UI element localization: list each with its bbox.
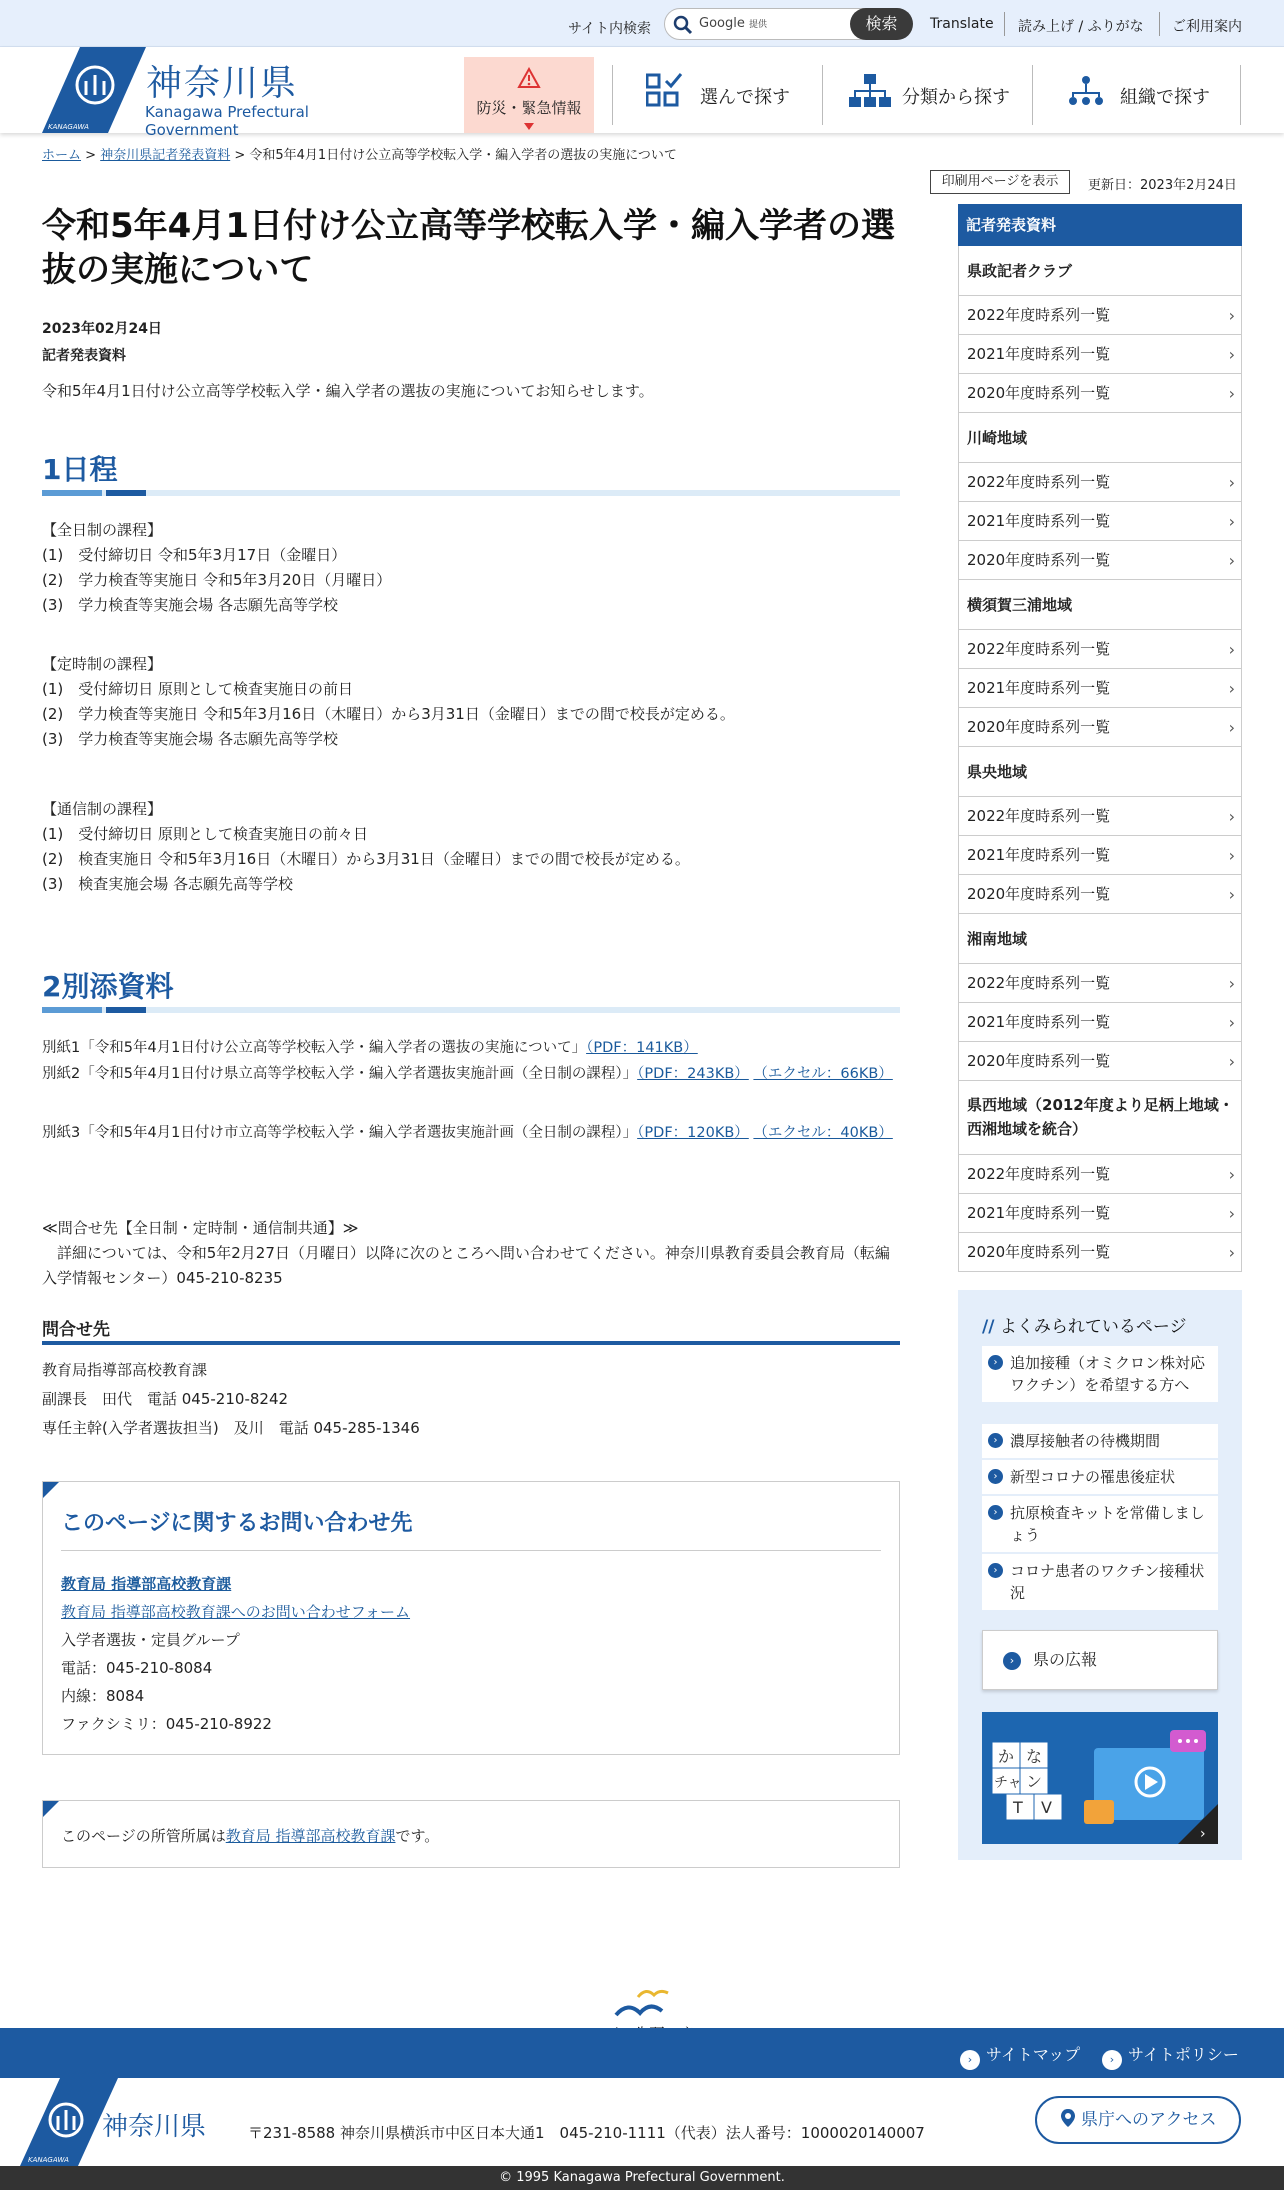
inquiry-heading: 問合せ先: [42, 1320, 110, 1340]
prefecture-pr-link[interactable]: › 県の広報: [982, 1630, 1218, 1690]
read-aloud-link[interactable]: 読み上げ / ふりがな: [1018, 19, 1144, 35]
sidebar-heading: 記者発表資料: [958, 204, 1242, 246]
attachment-1-text: 別紙1「令和5年4月1日付け公立高等学校転入学・編入学者の選抜の実施について」: [42, 1040, 587, 1056]
heading-underline: [42, 490, 900, 496]
divider: [61, 1550, 881, 1551]
sidebar-group-heading: 県西地域（2012年度より足柄上地域・西湘地域を統合）: [958, 1081, 1242, 1155]
footer-logo-text: 神奈川県: [102, 2112, 207, 2142]
corner-mark: [43, 1482, 59, 1498]
schedule-line: (1) 受付締切日 原則として検査実施日の前々日: [42, 825, 369, 843]
breadcrumb-home[interactable]: ホーム: [42, 148, 82, 163]
sidebar-item[interactable]: 2022年度時系列一覧 ›: [958, 964, 1242, 1003]
checklist-icon: [646, 73, 690, 109]
sidebar-group-heading: 湘南地域: [958, 914, 1242, 964]
caret-down-icon: [524, 123, 534, 131]
schedule-parttime: [42, 652, 902, 752]
sidebar-item[interactable]: 2020年度時系列一覧 ›: [958, 875, 1242, 914]
inquiry-line: 教育局指導部高校教育課: [42, 1361, 208, 1379]
breadcrumb-press[interactable]: 神奈川県記者発表資料: [100, 148, 231, 163]
schedule-line: (2) 学力検査等実施日 令和5年3月20日（月曜日）: [42, 571, 392, 589]
inquiry-details: [42, 1356, 902, 1443]
schedule-line: (2) 検査実施日 令和5年3月16日（木曜日）から3月31日（金曜日）までの間で校長が定める。: [42, 850, 690, 868]
contact-form-link[interactable]: 教育局 指導部高校教育課へのお問い合わせフォーム: [61, 1603, 411, 1621]
sidebar-item[interactable]: 2020年度時系列一覧 ›: [958, 1042, 1242, 1081]
map-pin-icon: [1060, 2108, 1076, 2128]
owner-box: [42, 1800, 900, 1868]
chevron-right-icon: ›: [988, 1355, 1003, 1370]
chevron-right-icon: ›: [1228, 974, 1235, 993]
attachment-2-text: 別紙2「令和5年4月1日付け県立高等学校転入学・編入学者選抜実施計画（全日制の課程）」: [42, 1066, 638, 1082]
logo-small-text: KANAGAWA: [48, 123, 89, 131]
contact-dept-link[interactable]: 教育局 指導部高校教育課: [61, 1575, 232, 1593]
schedule-line: (1) 受付締切日 原則として検査実施日の前日: [42, 680, 354, 698]
footer-logo-small-text: KANAGAWA: [28, 2156, 69, 2164]
guide-link[interactable]: ご利用案内: [1172, 19, 1242, 35]
hierarchy-icon: [848, 73, 892, 109]
contact-line: 電話：045-210-8084: [61, 1659, 213, 1677]
sitemap-link[interactable]: › サイトマップ: [960, 2042, 1080, 2070]
chevron-right-icon: ›: [1228, 551, 1235, 570]
slash-icon: //: [982, 1317, 995, 1337]
chevron-right-icon: ›: [1228, 1013, 1235, 1032]
attachment-3: [42, 1121, 902, 1146]
chevron-right-icon: ›: [1228, 679, 1235, 698]
print-button[interactable]: 印刷用ページを表示: [930, 170, 1070, 194]
attachment-1: [42, 1036, 902, 1061]
sidebar-item[interactable]: 2021年度時系列一覧 ›: [958, 335, 1242, 374]
schedule-correspondence: [42, 797, 902, 897]
chevron-right-icon: ›: [1228, 885, 1235, 904]
site-header: [0, 47, 1284, 139]
schedule-line: (3) 学力検査等実施会場 各志願先高等学校: [42, 730, 339, 748]
schedule-line: (1) 受付締切日 令和5年3月17日（金曜日）: [42, 546, 347, 564]
sidebar-item[interactable]: 2020年度時系列一覧 ›: [958, 374, 1242, 413]
attachment-3-excel-link[interactable]: （エクセル：40KB）: [753, 1125, 893, 1141]
sidebar-group-heading: 川崎地域: [958, 413, 1242, 463]
google-label: Google: [699, 16, 745, 31]
contact-line: ファクシミリ：045-210-8922: [61, 1715, 272, 1733]
divider: [612, 65, 613, 125]
popular-item[interactable]: › コロナ患者のワクチン接種状況: [982, 1554, 1218, 1610]
divider: [1032, 65, 1033, 125]
google-provided-label: 提供: [748, 20, 767, 30]
contact-lines: [61, 1570, 410, 1738]
sidebar-item[interactable]: 2020年度時系列一覧 ›: [958, 1233, 1242, 1272]
svg-text:な: な: [1026, 1747, 1043, 1766]
chevron-right-icon: ›: [988, 1563, 1003, 1578]
seagull-icon: [612, 1985, 672, 2019]
chevron-right-icon: ›: [1228, 1165, 1235, 1184]
divider: [1004, 12, 1005, 36]
attachment-3-pdf-link[interactable]: （PDF：120KB）: [637, 1125, 749, 1141]
divider: [822, 65, 823, 125]
attachment-2-pdf-link[interactable]: （PDF：243KB）: [637, 1066, 749, 1082]
breadcrumb-separator: >: [230, 148, 250, 163]
logo-english: Kanagawa Prefectural Government: [145, 103, 309, 139]
kanachan-tv-logo-icon: [982, 1712, 1218, 1844]
search-button[interactable]: 検索: [850, 8, 913, 40]
sidebar-item[interactable]: 2021年度時系列一覧 ›: [958, 1003, 1242, 1042]
attachment-2-excel-link[interactable]: （エクセル：66KB）: [753, 1066, 893, 1082]
svg-text:ン: ン: [1026, 1772, 1043, 1791]
translate-link[interactable]: Translate: [930, 16, 994, 32]
logo-text: 神奈川県: [146, 63, 299, 104]
inquiry-line: 専任主幹(入学者選抜担当) 及川 電話 045-285-1346: [42, 1419, 420, 1437]
access-button[interactable]: 県庁へのアクセス: [1035, 2096, 1241, 2144]
inquiry-underline: [42, 1341, 900, 1345]
schedule-line: (2) 学力検査等実施日 令和5年3月16日（木曜日）から3月31日（金曜日）までの間で校長が定める。: [42, 705, 735, 723]
nav-choose[interactable]: [640, 47, 820, 133]
disaster-label: 防災・緊急情報: [476, 99, 582, 117]
course-heading: 【通信制の課程】: [42, 800, 163, 818]
owner-pre: このページの所管所属は: [61, 1827, 226, 1845]
footer-logo[interactable]: [20, 2078, 220, 2166]
copyright: © 1995 Kanagawa Prefectural Government.: [0, 2166, 1284, 2190]
chevron-right-icon: ›: [1228, 473, 1235, 492]
breadcrumb-current: 令和5年4月1日付け公立高等学校転入学・編入学者の選抜の実施について: [249, 148, 677, 163]
breadcrumb: [42, 144, 677, 163]
contact-note: [42, 1216, 902, 1291]
chevron-right-icon: ›: [1228, 1243, 1235, 1262]
press-release-sidebar: [958, 204, 1242, 1272]
contact-box: [42, 1481, 900, 1755]
chevron-right-icon: ›: [1228, 1204, 1235, 1223]
chevron-right-icon: ›: [988, 1433, 1003, 1448]
chevron-right-icon: ›: [1200, 1826, 1206, 1842]
publish-date: 2023年02月24日: [42, 321, 162, 337]
chevron-right-icon: ›: [1228, 512, 1235, 531]
organization-icon: [1068, 75, 1104, 109]
sidebar-item[interactable]: 2021年度時系列一覧 ›: [958, 502, 1242, 541]
chevron-right-icon: ›: [1003, 1652, 1021, 1670]
attachment-3-text: 別紙3「令和5年4月1日付け市立高等学校転入学・編入学者選抜実施計画（全日制の課程）」: [42, 1125, 638, 1141]
svg-text:V: V: [1041, 1798, 1052, 1817]
breadcrumb-separator: >: [81, 148, 101, 163]
site-footer: [0, 2078, 1284, 2166]
updated-date: 更新日：2023年2月24日: [1088, 178, 1237, 193]
chevron-right-icon: ›: [1228, 718, 1235, 737]
chevron-right-icon: ›: [960, 2050, 980, 2070]
category-label: 記者発表資料: [42, 348, 126, 364]
sidebar-group-heading: 県政記者クラブ: [958, 246, 1242, 296]
svg-text:T: T: [1013, 1798, 1023, 1817]
schedule-fulltime: [42, 518, 902, 618]
nav-category[interactable]: [848, 47, 1028, 133]
popular-item[interactable]: › 追加接種（オミクロン株対応ワクチン）を希望する方へ: [982, 1346, 1218, 1402]
chevron-right-icon: ›: [1228, 1052, 1235, 1071]
svg-text:チャ: チャ: [994, 1775, 1022, 1791]
disaster-info-button[interactable]: [464, 57, 594, 133]
svg-text:か: か: [998, 1747, 1015, 1766]
schedule-line: (3) 検査実施会場 各志願先高等学校: [42, 875, 294, 893]
corner-mark: [43, 1801, 59, 1817]
sidebar-item[interactable]: 2020年度時系列一覧 ›: [958, 708, 1242, 747]
sidebar-item[interactable]: 2022年度時系列一覧 ›: [958, 463, 1242, 502]
popular-item[interactable]: › 濃厚接触者の待機期間: [982, 1424, 1218, 1458]
sidebar-item[interactable]: 2022年度時系列一覧 ›: [958, 630, 1242, 669]
lead-text: 令和5年4月1日付け公立高等学校転入学・編入学者の選抜の実施についてお知らせします。: [42, 382, 654, 400]
chevron-right-icon: ›: [988, 1505, 1003, 1520]
warning-icon: [517, 67, 541, 89]
sidebar-group-heading: 横須賀三浦地域: [958, 580, 1242, 630]
sidebar-group-heading: 県央地域: [958, 747, 1242, 797]
kanagawa-emblem-icon: [42, 47, 146, 133]
nav-category-label: 分類から探す: [902, 87, 1010, 108]
owner-post: です。: [395, 1827, 440, 1845]
footer-link-bar: [0, 2028, 1284, 2078]
contact-line: 内線：8084: [61, 1687, 145, 1705]
page-title: 令和5年4月1日付け公立高等学校転入学・編入学者の選抜の実施について: [42, 206, 895, 290]
sidebar-item[interactable]: 2021年度時系列一覧 ›: [958, 836, 1242, 875]
search-icon: [673, 15, 693, 35]
popular-item[interactable]: › 新型コロナの罹患後症状: [982, 1460, 1218, 1494]
chevron-right-icon: ›: [988, 1469, 1003, 1484]
popular-heading: よくみられているページ: [999, 1317, 1187, 1337]
contact-note-text: 詳細については、令和5年2月27日（月曜日）以降に次のところへ問い合わせてください。神奈川県教育委員会教育局（転編入学情報センター）045-210-8235: [42, 1244, 890, 1287]
sidebar-item[interactable]: 2022年度時系列一覧 ›: [958, 797, 1242, 836]
course-heading: 【全日制の課程】: [42, 521, 163, 539]
inquiry-line: 副課長 田代 電話 045-210-8242: [42, 1390, 289, 1408]
chevron-right-icon: ›: [1228, 384, 1235, 403]
contact-note-heading: ≪問合せ先【全日制・定時制・通信制共通】≫: [42, 1219, 359, 1237]
contact-heading: このページに関するお問い合わせ先: [61, 1511, 413, 1536]
chevron-right-icon: ›: [1102, 2050, 1122, 2070]
footer-address: 〒231-8588 神奈川県横浜市中区日本大通1 045-210-1111（代表）法人番号：1000020140007: [248, 2124, 925, 2142]
nav-organization-label: 組織で探す: [1120, 87, 1210, 108]
logo[interactable]: [40, 47, 400, 139]
chevron-right-icon: ›: [1228, 846, 1235, 865]
attachment-2: [42, 1062, 902, 1087]
site-search-label: サイト内検索: [568, 21, 652, 37]
popular-item[interactable]: › 抗原検査キットを常備しましょう: [982, 1496, 1218, 1552]
sidebar-item[interactable]: 2022年度時系列一覧 ›: [958, 1155, 1242, 1194]
section-heading-attachments: 2別添資料: [42, 970, 174, 1003]
chevron-right-icon: ›: [1228, 345, 1235, 364]
sidebar-item[interactable]: 2021年度時系列一覧 ›: [958, 1194, 1242, 1233]
kanachan-tv-banner[interactable]: [982, 1712, 1218, 1844]
schedule-line: (3) 学力検査等実施会場 各志願先高等学校: [42, 596, 339, 614]
chevron-right-icon: ›: [1228, 807, 1235, 826]
popular-pages-panel: [958, 1290, 1242, 1860]
chevron-right-icon: ›: [1228, 640, 1235, 659]
heading-underline: [42, 1007, 900, 1013]
course-heading: 【定時制の課程】: [42, 655, 163, 673]
sidebar-item[interactable]: 2020年度時系列一覧 ›: [958, 541, 1242, 580]
nav-choose-label: 選んで探す: [700, 87, 790, 108]
sidebar-item[interactable]: 2021年度時系列一覧 ›: [958, 669, 1242, 708]
owner-dept-link[interactable]: 教育局 指導部高校教育課: [225, 1827, 396, 1845]
chevron-right-icon: ›: [1228, 306, 1235, 325]
utility-bar: [0, 0, 1284, 47]
divider: [1159, 12, 1160, 36]
section-heading-schedule: 1日程: [42, 453, 118, 486]
site-policy-link[interactable]: › サイトポリシー: [1102, 2042, 1239, 2070]
sidebar-item[interactable]: 2022年度時系列一覧 ›: [958, 296, 1242, 335]
attachment-1-pdf-link[interactable]: （PDF：141KB）: [586, 1040, 698, 1056]
nav-organization[interactable]: [1068, 47, 1248, 133]
contact-line: 入学者選抜・定員グループ: [61, 1631, 240, 1649]
divider: [1240, 65, 1241, 125]
